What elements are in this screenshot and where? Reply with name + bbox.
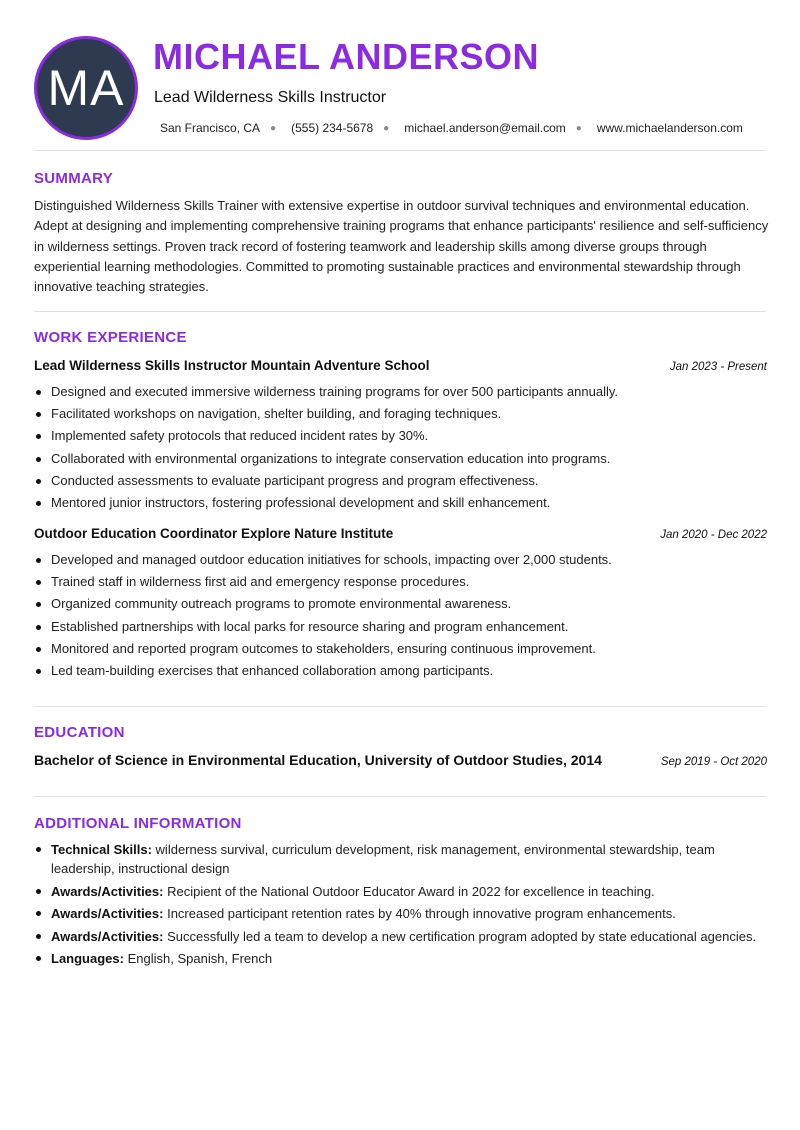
divider — [34, 796, 766, 797]
job-bullets — [34, 381, 774, 514]
contact-bar — [160, 121, 743, 135]
list-item: Established partnerships with local parks for resource sharing and program enhancement. — [34, 616, 774, 638]
list-item: Organized community outreach programs to promote environmental awareness. — [34, 593, 774, 615]
info-label: Awards/Activities: — [51, 906, 164, 921]
contact-separator: ● — [575, 122, 582, 134]
candidate-title: Lead Wilderness Skills Instructor — [154, 89, 387, 106]
contact-phone[interactable]: (555) 234-5678 — [291, 121, 374, 135]
list-item: Developed and managed outdoor education initiatives for schools, impacting over 2,000 students. — [34, 549, 774, 571]
job-title: Outdoor Education Coordinator Explore Nature Institute — [34, 526, 394, 541]
avatar-initials: MA — [47, 60, 125, 116]
list-item: Facilitated workshops on navigation, shelter building, and foraging techniques. — [34, 403, 774, 425]
contact-email[interactable]: michael.anderson@email.com — [404, 121, 566, 135]
list-item — [34, 904, 774, 923]
list-item — [34, 949, 774, 968]
contact-separator: ● — [270, 122, 277, 134]
info-text: Recipient of the National Outdoor Educator Award in 2022 for excellence in teaching. — [167, 883, 655, 899]
education-dates: Sep 2019 - Oct 2020 — [660, 756, 767, 768]
contact-website[interactable]: www.michaelanderson.com — [596, 121, 743, 135]
list-item — [34, 840, 774, 878]
education-degree: Bachelor of Science in Environmental Education, University of Outdoor Studies, 2014 — [34, 752, 602, 768]
info-label: Technical Skills: — [51, 842, 152, 857]
job-dates: Jan 2023 - Present — [669, 361, 767, 373]
contact-location: San Francisco, CA — [160, 121, 261, 135]
info-label: Awards/Activities: — [51, 883, 164, 899]
list-item: Collaborated with environmental organizations to integrate conservation education into programs. — [34, 448, 774, 470]
info-text: wilderness survival, curriculum development, risk management, environmental stewardship, team leadership, instructional design — [51, 842, 715, 876]
job-dates: Jan 2020 - Dec 2022 — [660, 529, 767, 541]
info-label: Languages: — [51, 951, 124, 966]
info-text: Successfully led a team to develop a new certification program adopted by state educational agencies. — [167, 928, 757, 944]
education-heading: EDUCATION — [34, 724, 125, 741]
list-item: Monitored and reported program outcomes to stakeholders, ensuring continuous improvement. — [34, 638, 774, 660]
divider — [34, 706, 766, 707]
divider — [34, 150, 766, 151]
list-item: Mentored junior instructors, fostering professional development and skill enhancement. — [34, 492, 774, 514]
additional-list — [34, 840, 774, 972]
contact-separator: ● — [383, 122, 390, 134]
job-title: Lead Wilderness Skills Instructor Mountain Adventure School — [34, 358, 430, 373]
education-entry — [34, 752, 767, 768]
avatar — [34, 36, 138, 140]
info-label: Awards/Activities: — [51, 928, 164, 944]
experience-heading: WORK EXPERIENCE — [34, 329, 187, 346]
job-header — [34, 526, 767, 541]
list-item: Led team-building exercises that enhanced collaboration among participants. — [34, 660, 774, 682]
additional-heading: ADDITIONAL INFORMATION — [34, 815, 242, 832]
list-item: Trained staff in wilderness first aid and emergency response procedures. — [34, 571, 774, 593]
list-item: Designed and executed immersive wilderness training programs for over 500 participants annually. — [34, 381, 774, 403]
list-item — [34, 927, 774, 946]
job-bullets — [34, 549, 774, 682]
info-text: English, Spanish, French — [127, 951, 273, 966]
job-header — [34, 358, 767, 373]
divider — [34, 311, 766, 312]
list-item: Implemented safety protocols that reduced incident rates by 30%. — [34, 425, 774, 447]
list-item — [34, 882, 774, 901]
list-item: Conducted assessments to evaluate participant progress and program effectiveness. — [34, 470, 774, 492]
summary-heading: SUMMARY — [34, 170, 114, 187]
summary-text: Distinguished Wilderness Skills Trainer with extensive expertise in outdoor survival techniques and environmental education. Adept at designing and implementing comprehensive training programs that enhance participants' resilience and self-sufficiency in wilderness settings. Proven track record of fostering teamwork and leadership skills among diverse groups through experiential learning methodologies. Committed to promoting sustainable practices and environmental stewardship through innovative teaching strategies. — [34, 198, 769, 295]
candidate-name: MICHAEL ANDERSON — [153, 36, 540, 77]
info-text: Increased participant retention rates by 40% through innovative program enhancements. — [167, 906, 676, 921]
